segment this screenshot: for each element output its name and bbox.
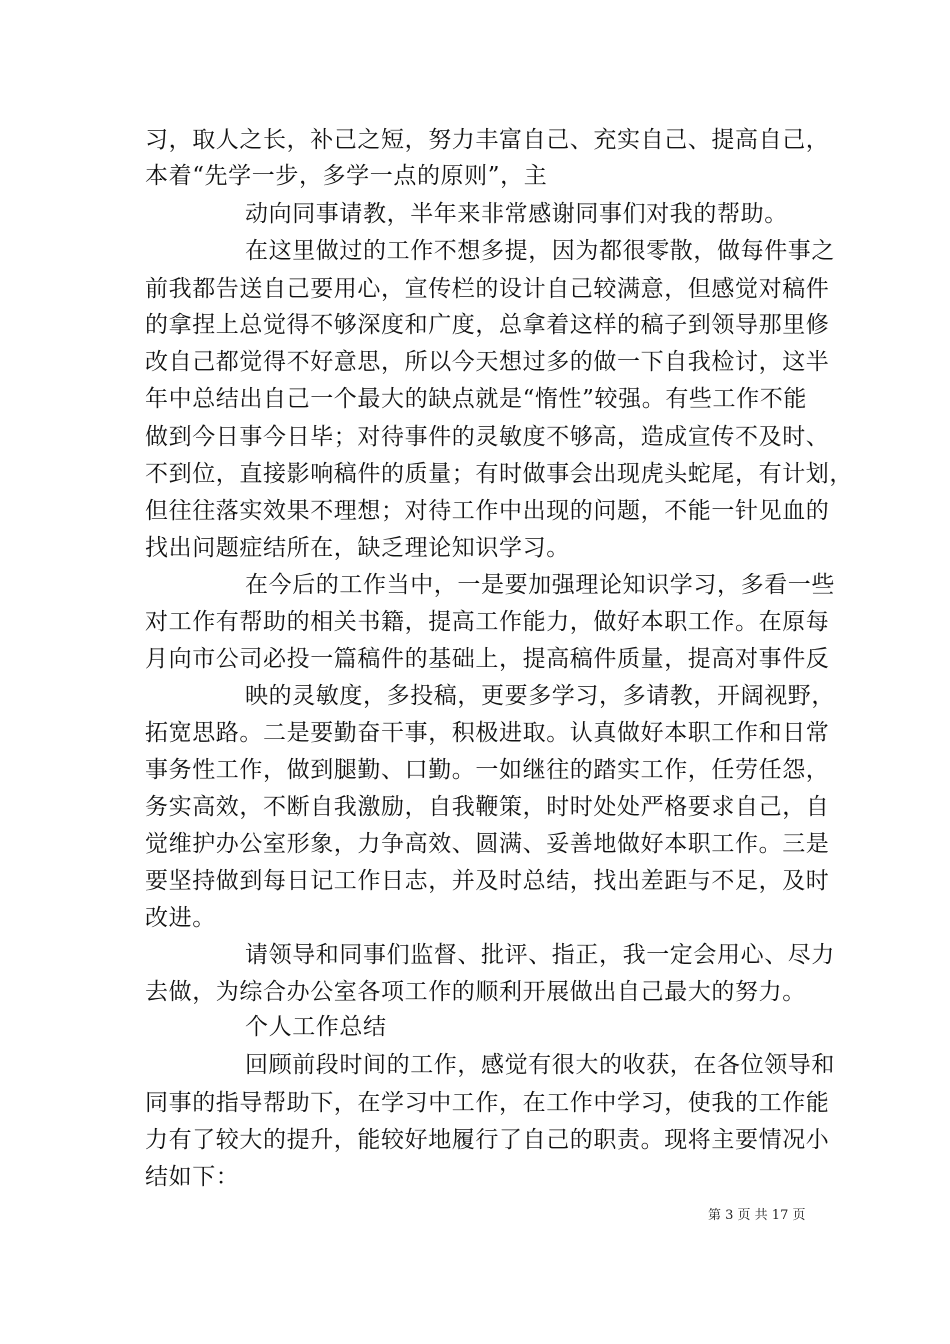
text-line-27: 同事的指导帮助下，在学习中工作，在工作中学习，使我的工作能	[145, 1090, 830, 1116]
text-line-13: 在今后的工作当中，一是要加强理论知识学习，多看一些	[245, 572, 835, 598]
text-line-16: 映的灵敏度，多投稿，更要多学习，多请教，开阔视野，	[245, 683, 835, 709]
text-line-3: 动向同事请教，半年来非常感谢同事们对我的帮助。	[245, 201, 788, 227]
text-line-19: 务实高效，不断自我激励，自我鞭策，时时处处严格要求自己，自	[145, 794, 830, 820]
text-line-1: 习，取人之长，补己之短，努力丰富自己、充实自己、提高自己，	[145, 127, 830, 153]
text-line-14: 对工作有帮助的相关书籍，提高工作能力，做好本职工作。在原每	[145, 609, 830, 635]
text-line-28: 力有了较大的提升，能较好地履行了自己的职责。现将主要情况小	[145, 1127, 830, 1153]
text-line-4: 在这里做过的工作不想多提，因为都很零散，做每件事之	[245, 238, 835, 264]
text-line-24: 去做，为综合办公室各项工作的顺利开展做出自己最大的努力。	[145, 979, 806, 1005]
text-line-20: 觉维护办公室形象，力争高效、圆满、妥善地做好本职工作。三是	[145, 831, 830, 857]
text-line-15: 月向市公司必投一篇稿件的基础上，提高稿件质量，提高对事件反	[145, 646, 830, 672]
text-line-12: 找出问题症结所在，缺乏理论知识学习。	[145, 535, 570, 561]
text-line-5: 前我都告送自己要用心，宣传栏的设计自己较满意，但感觉对稿件	[145, 276, 830, 302]
page-number-footer: 第 3 页 共 17 页	[708, 1208, 806, 1223]
text-line-7: 改自己都觉得不好意思，所以今天想过多的做一下自我检讨，这半	[145, 349, 830, 375]
text-line-10: 不到位，直接影响稿件的质量；有时做事会出现虎头蛇尾，有计划，	[145, 461, 853, 487]
text-line-17: 拓宽思路。二是要勤奋干事，积极进取。认真做好本职工作和日常	[145, 720, 830, 746]
text-line-23: 请领导和同事们监督、批评、指正，我一定会用心、尽力	[245, 942, 835, 968]
text-line-6: 的拿捏上总觉得不够深度和广度，总拿着这样的稿子到领导那里修	[145, 312, 830, 338]
text-line-9: 做到今日事今日毕；对待事件的灵敏度不够高，造成宣传不及时、	[145, 424, 830, 450]
text-line-29: 结如下：	[145, 1164, 240, 1190]
text-line-18: 事务性工作，做到腿勤、口勤。一如继往的踏实工作，任劳任怨，	[145, 757, 830, 783]
section-title: 个人工作总结	[245, 1014, 387, 1040]
text-line-8: 年中总结出自己一个最大的缺点就是“惰性”较强。有些工作不能	[145, 386, 807, 412]
text-line-21: 要坚持做到每日记工作日志，并及时总结，找出差距与不足，及时	[145, 868, 830, 894]
text-line-11: 但往往落实效果不理想；对待工作中出现的问题，不能一针见血的	[145, 498, 830, 524]
text-line-22: 改进。	[145, 905, 216, 931]
text-line-26: 回顾前段时间的工作，感觉有很大的收获，在各位领导和	[245, 1052, 835, 1078]
text-line-2: 本着“先学一步，多学一点的原则”，主	[145, 163, 548, 189]
